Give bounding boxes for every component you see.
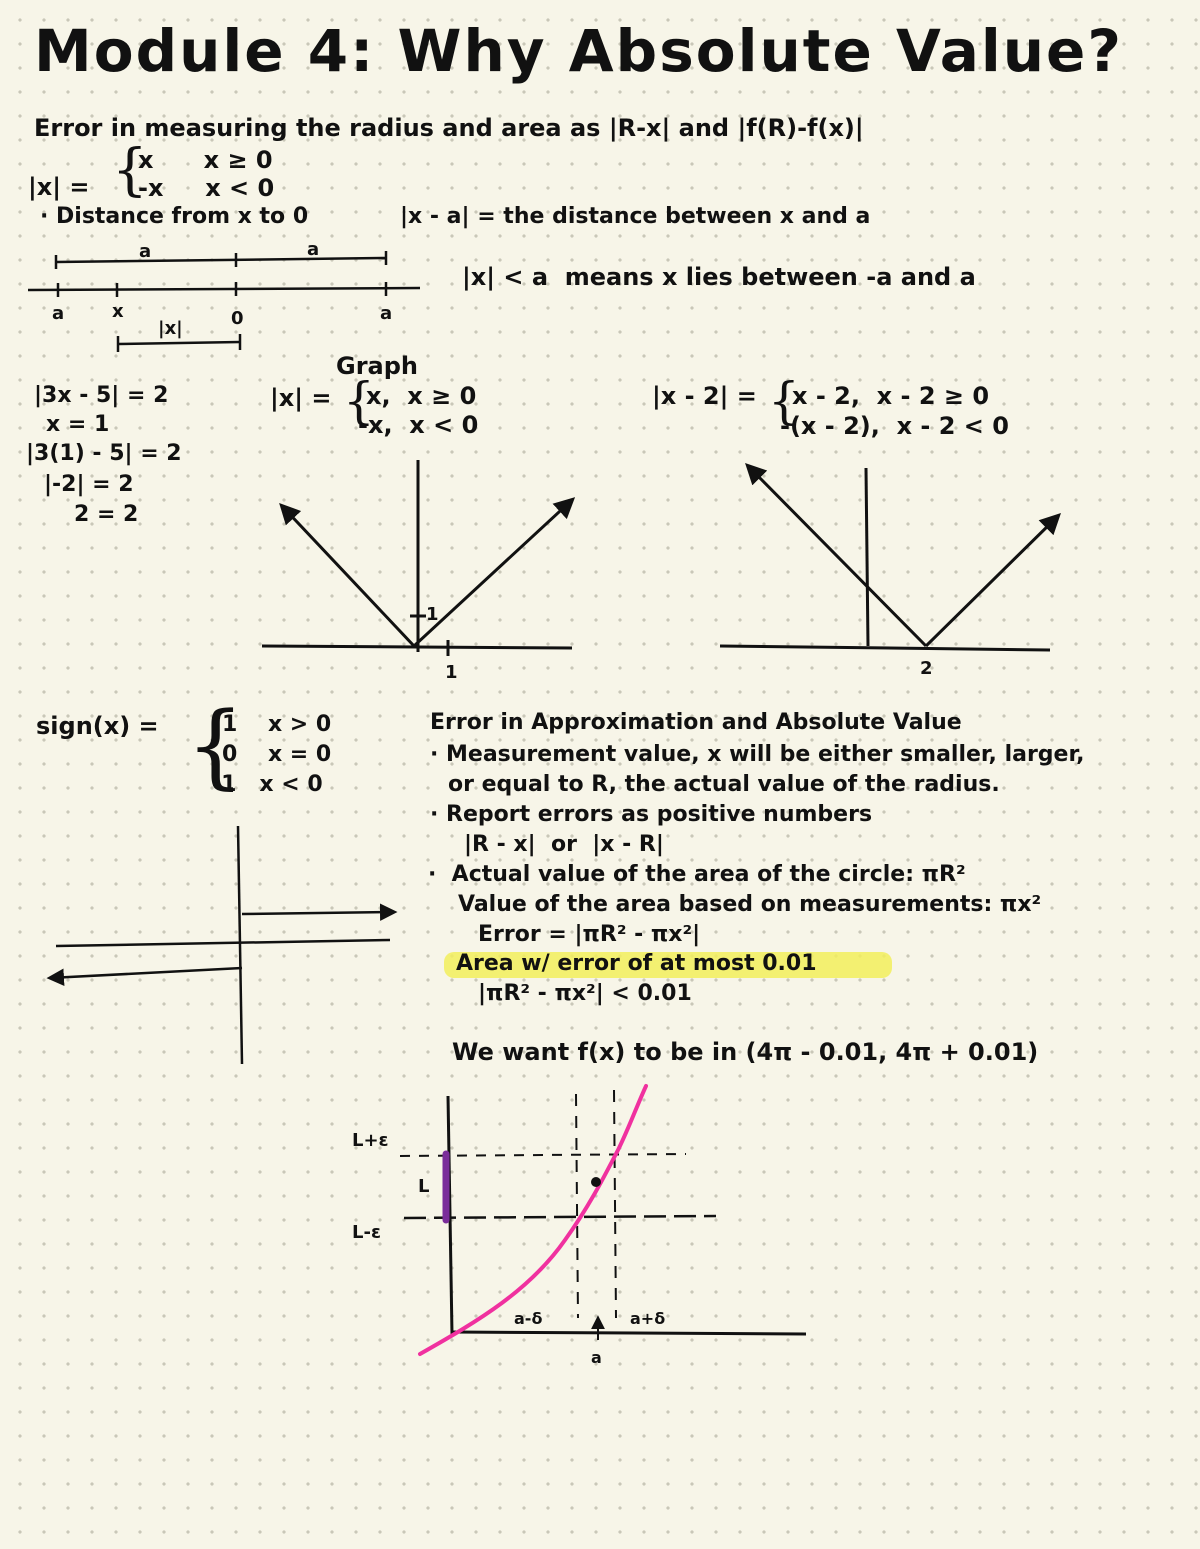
- epsilon-delta-graph: [400, 1086, 806, 1354]
- sign-case-2: 0 x = 0: [222, 742, 332, 767]
- graph2-abs-x-minus-2: [720, 466, 1058, 650]
- nl-top-label-right: a: [307, 239, 320, 260]
- sign-brace: {: [186, 692, 245, 799]
- graph1-abs-x: [262, 460, 572, 656]
- abs-def-case1: x x ≥ 0: [138, 146, 273, 174]
- error-inequality: |πR² - πx²| < 0.01: [478, 981, 692, 1006]
- abs-def-lhs: |x| =: [28, 173, 90, 201]
- lies-between: |x| < a means x lies between -a and a: [462, 263, 976, 291]
- error-b1-line1: · Measurement value, x will be either smaller, larger,: [430, 742, 1085, 767]
- sign-case-3: -1 x < 0: [212, 772, 323, 797]
- nl-tick-zero: 0: [231, 308, 244, 329]
- abs-def-case2: -x x < 0: [138, 174, 275, 202]
- eps-a-minus: a-δ: [514, 1309, 543, 1328]
- example-line-1: |3x - 5| = 2: [34, 383, 169, 408]
- distance-note: · Distance from x to 0: [40, 204, 309, 229]
- graph1-brace: {: [343, 372, 375, 430]
- intro-line: Error in measuring the radius and area as |R-x| and |f(R)-f(x)|: [34, 114, 864, 142]
- graph1-case2: -x, x < 0: [358, 411, 479, 439]
- graph2-lhs: |x - 2| =: [652, 382, 757, 410]
- graph1-y-tick: 1: [426, 604, 439, 625]
- eps-L: L: [418, 1176, 430, 1197]
- error-b2-line2: |R - x| or |x - R|: [464, 832, 664, 857]
- graph1-x-tick: 1: [445, 662, 458, 683]
- graph2-x-tick: 2: [920, 658, 933, 679]
- example-line-5: 2 = 2: [74, 502, 139, 527]
- graph1-case1: x, x ≥ 0: [366, 382, 477, 410]
- error-b2-line1: · Report errors as positive numbers: [430, 802, 873, 827]
- distance-between: |x - a| = the distance between x and a: [400, 204, 871, 229]
- example-line-3: |3(1) - 5| = 2: [26, 441, 182, 466]
- eps-a-plus: a+δ: [630, 1309, 666, 1328]
- error-highlight-text: Area w/ error of at most 0.01: [456, 951, 817, 976]
- error-want: We want f(x) to be in (4π - 0.01, 4π + 0.01): [452, 1038, 1039, 1066]
- error-b1-line2: or equal to R, the actual value of the radius.: [448, 772, 1000, 797]
- graph1-lhs: |x| =: [270, 384, 332, 412]
- graph2-brace: {: [768, 372, 800, 430]
- sign-graph: [50, 826, 394, 1064]
- eps-L-minus: L-ε: [352, 1222, 381, 1243]
- example-line-2: x = 1: [46, 412, 110, 437]
- number-line: [28, 251, 420, 352]
- error-b3-line3: Error = |πR² - πx²|: [478, 922, 701, 947]
- nl-abs-x-label: |x|: [158, 318, 183, 339]
- error-b3-line1: · Actual value of the area of the circle: πR²: [428, 862, 966, 887]
- graph2-case2: -(x - 2), x - 2 < 0: [780, 412, 1009, 440]
- abs-def-brace: {: [112, 138, 148, 203]
- sign-lhs: sign(x) =: [36, 712, 159, 740]
- nl-tick-x: x: [112, 301, 124, 322]
- eps-a: a: [591, 1348, 602, 1367]
- eps-L-plus: L+ε: [352, 1130, 389, 1151]
- page-title: Module 4: Why Absolute Value?: [34, 17, 1124, 85]
- nl-top-label-left: a: [139, 241, 152, 262]
- sign-case-1: 1 x > 0: [222, 712, 332, 737]
- example-line-4: |-2| = 2: [44, 472, 134, 497]
- nl-tick-neg-a: a: [52, 303, 65, 324]
- nl-tick-a: a: [380, 303, 393, 324]
- graph2-case1: x - 2, x - 2 ≥ 0: [792, 382, 990, 410]
- graph1-heading: Graph: [336, 352, 418, 380]
- error-b3-line2: Value of the area based on measurements: πx²: [458, 892, 1042, 917]
- error-heading: Error in Approximation and Absolute Value: [430, 710, 962, 735]
